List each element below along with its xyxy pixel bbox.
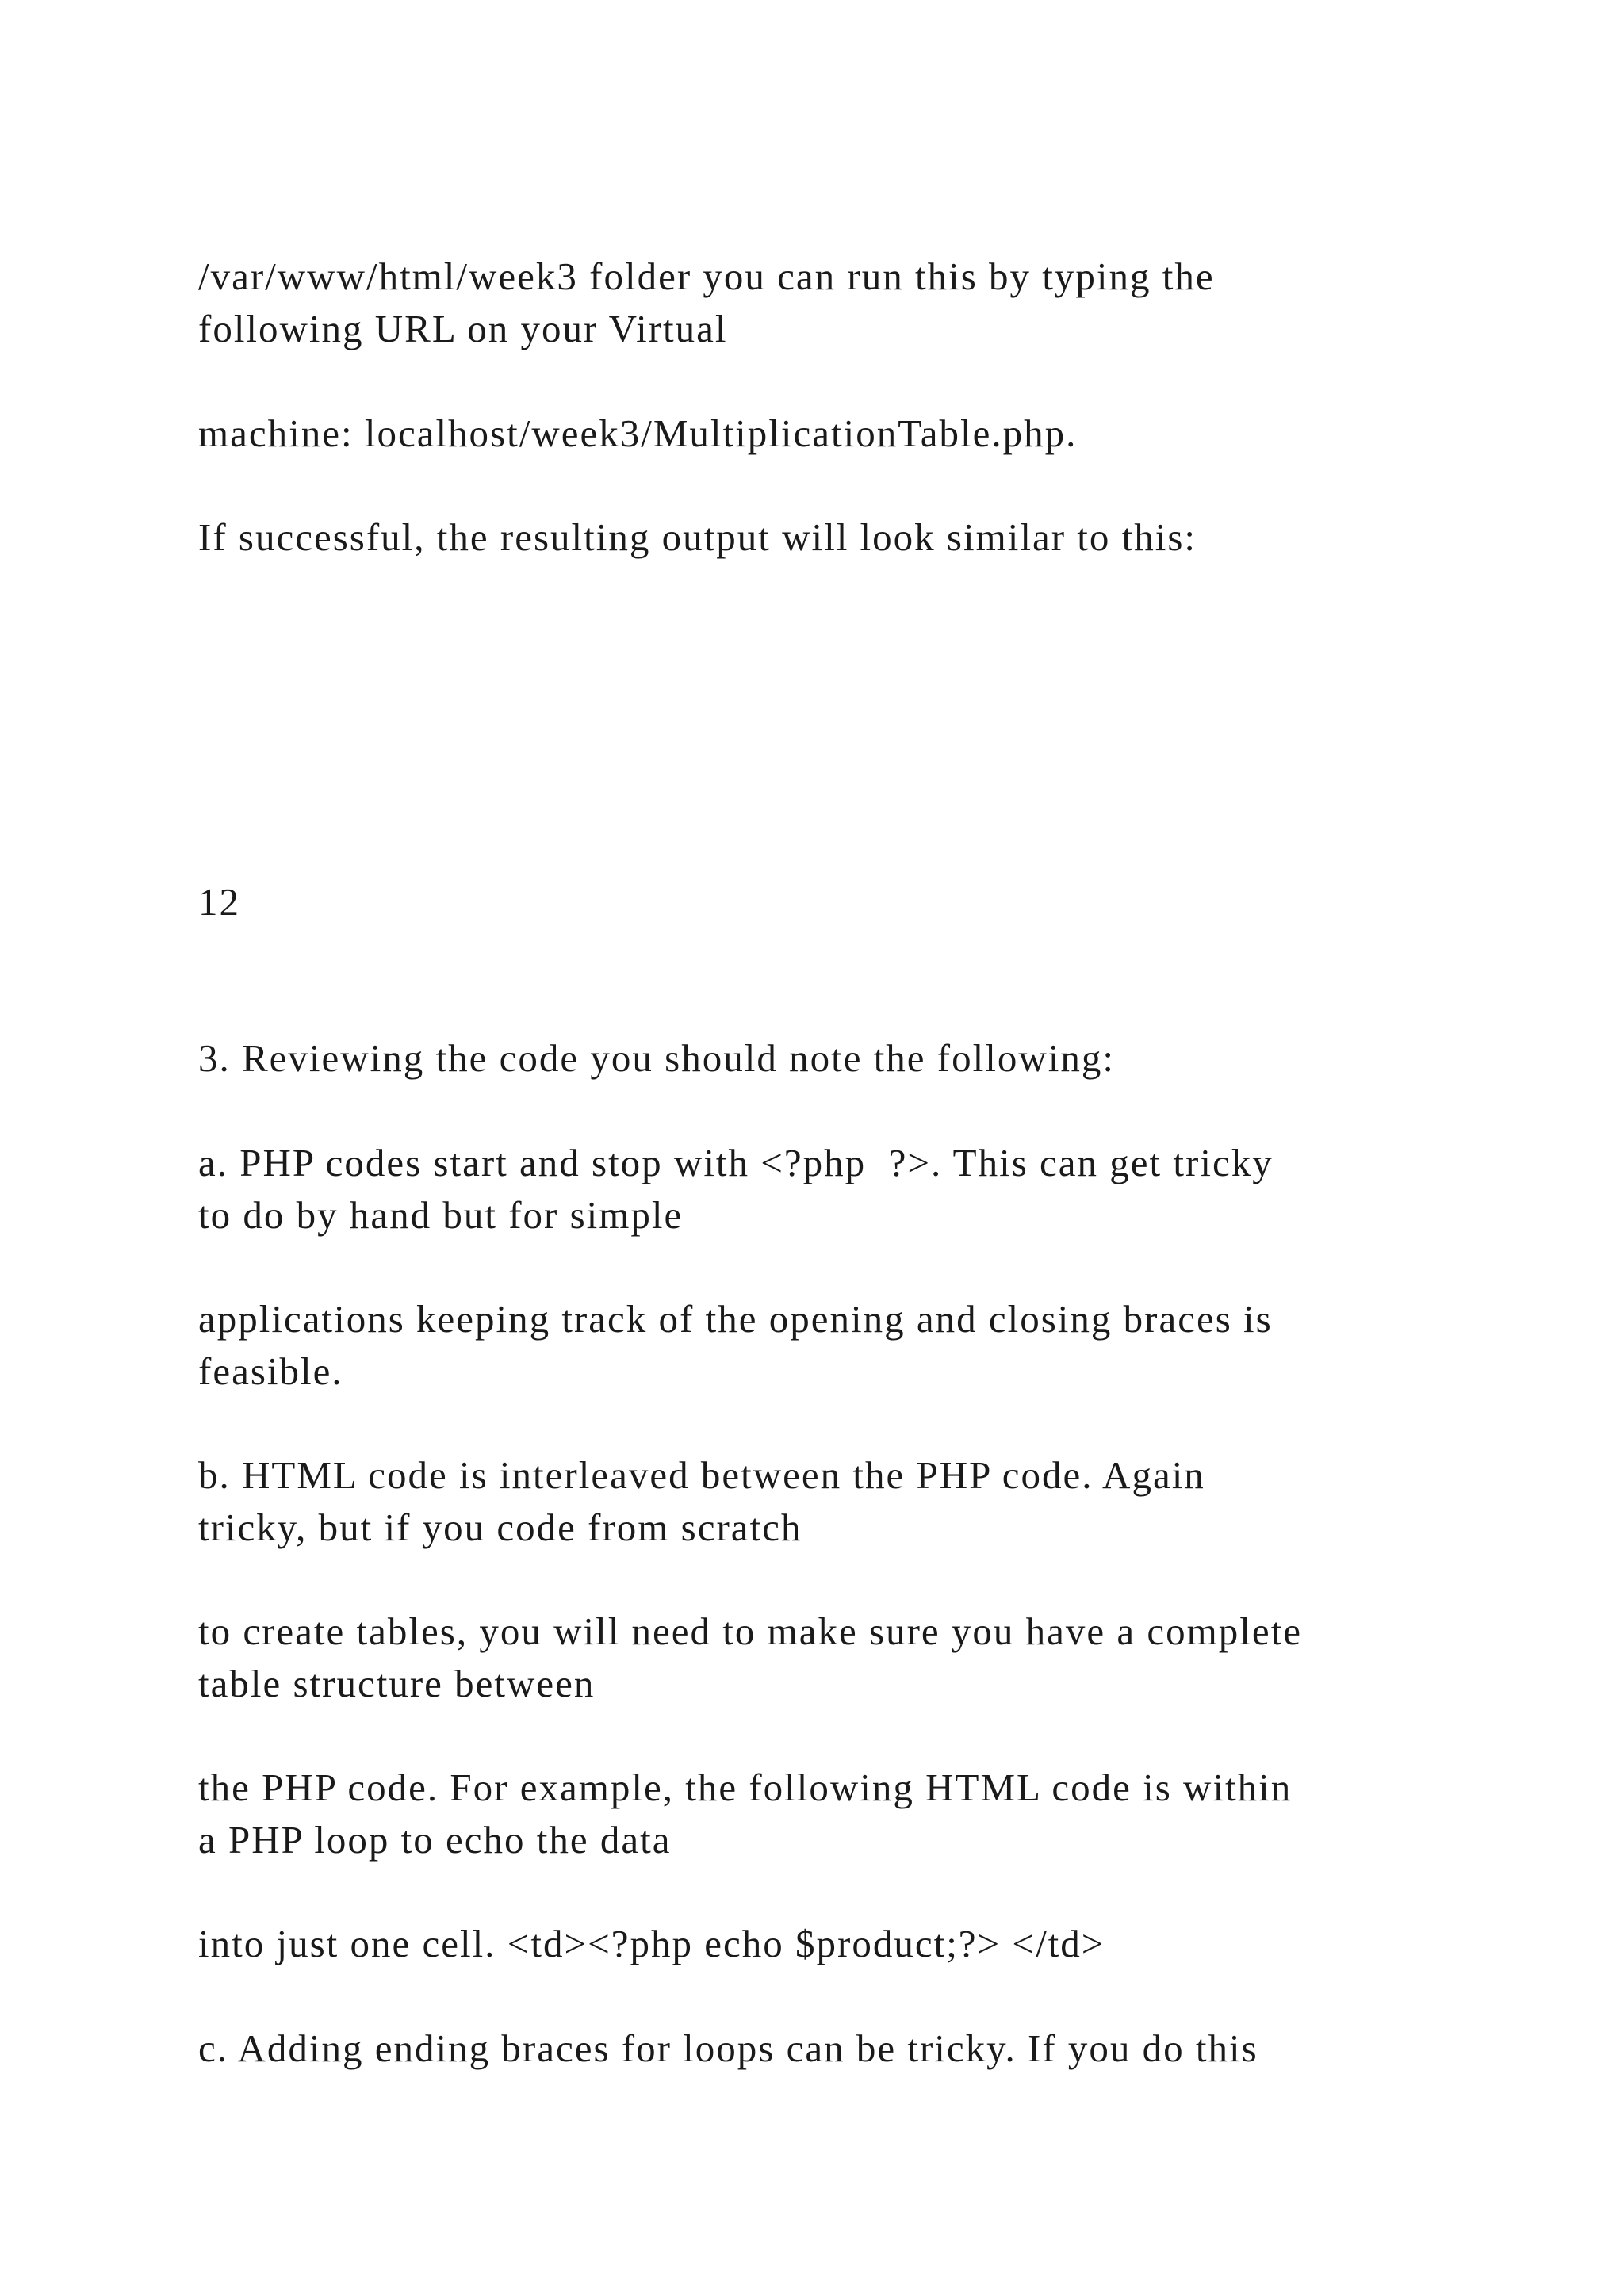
paragraph-folder-instruction: /var/www/html/week3 folder you can run this by typing the following URL on your Virtual [198, 254, 1215, 350]
page-number: 12 [198, 880, 240, 924]
paragraph-review-heading: 3. Reviewing the code you should note the following: [198, 1036, 1115, 1080]
paragraph-item-b-example: the PHP code. For example, the following HTML code is within a PHP loop to echo the data [198, 1766, 1293, 1862]
paragraph-item-a: a. PHP codes start and stop with <?php ?>. This can get tricky to do by hand but for simple [198, 1141, 1274, 1237]
paragraph-item-b: b. HTML code is interleaved between the PHP code. Again tricky, but if you code from scratch [198, 1453, 1205, 1549]
paragraph-item-b-code: into just one cell. <td><?php echo $product;?> </td> [198, 1922, 1105, 1965]
paragraph-item-c: c. Adding ending braces for loops can be tricky. If you do this [198, 2026, 1258, 2070]
paragraph-machine-url: machine: localhost/week3/MultiplicationTable.php. [198, 411, 1078, 455]
paragraph-output-intro: If successful, the resulting output will look similar to this: [198, 515, 1197, 559]
paragraph-item-a-continued: applications keeping track of the opening and closing braces is feasible. [198, 1297, 1273, 1393]
paragraph-item-b-tables: to create tables, you will need to make sure you have a complete table structure between [198, 1609, 1302, 1705]
